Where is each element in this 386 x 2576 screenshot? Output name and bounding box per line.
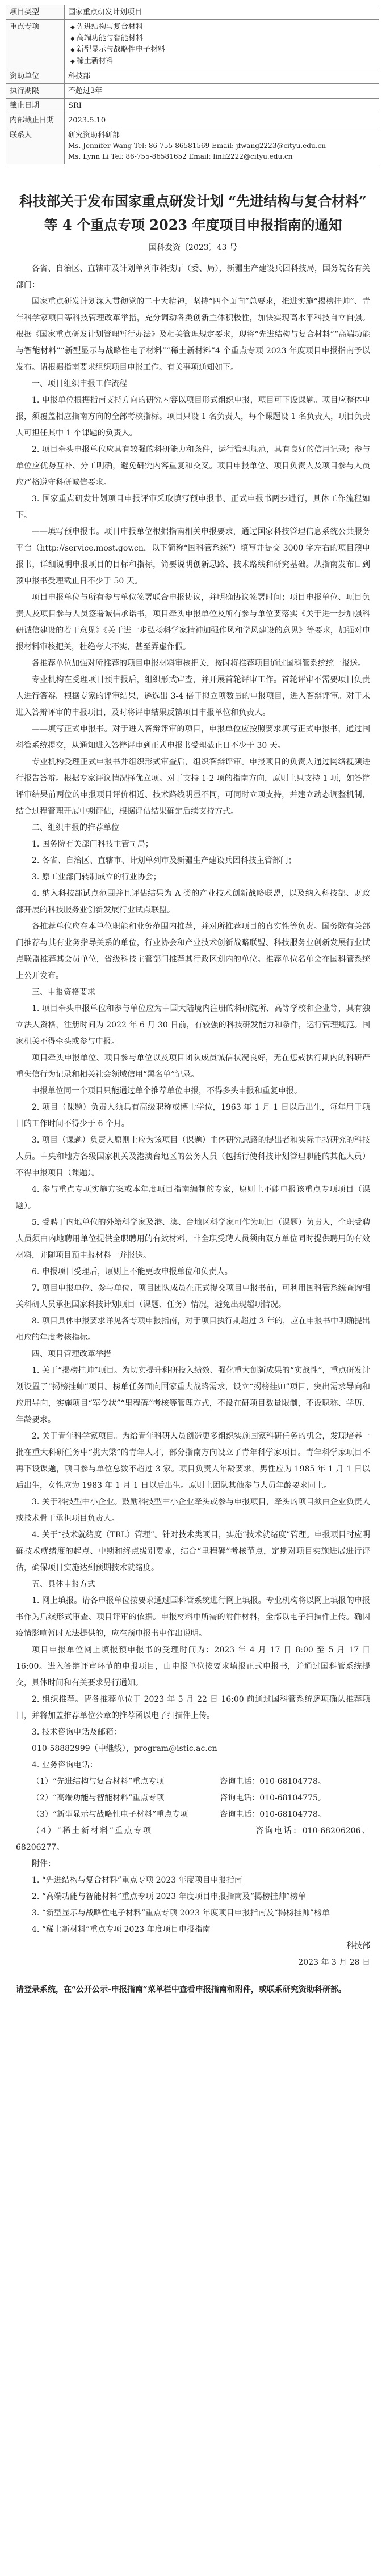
paragraph: 4. 参与重点专项实施方案或本年度项目指南编制的专家，原则上不能申报该重点专项项目（课题）。 — [16, 1185, 370, 1211]
paragraph: 1. “先进结构与复合材料”重点专项 2023 年度项目申报指南 — [32, 1876, 242, 1885]
paragraph: 3. 技术咨询电话及邮箱： — [32, 1728, 121, 1737]
info-key: 截止日期 — [6, 99, 65, 113]
program-item: ◆ 稀土新材料 — [68, 56, 375, 67]
program-item: ◆ 新型显示与战略性电子材料 — [68, 44, 375, 56]
info-key: 重点专项 — [6, 20, 65, 69]
paragraph: 1. 网上填报。请各申报单位按要求通过国科管系统进行网上填报。专业机构将以网上填报的申报书作为后续形式审查、项目评审的依据。申报材料中所需的附件材料，全部以电子扫描件上传。确因疫情影响暂时无法提供的，应在预申报书中作出说明。 — [16, 1596, 370, 1638]
info-key: 项目类型 — [6, 5, 65, 20]
paragraph: 项目申报单位网上填报预申报书的受理时间为：2023 年 4 月 17 日 8:00 至 5 月 17 日 16:00。进入答辩评审环节的申报项目，由申报单位按要求填报正式申报书，并通过国科管系统提交，具体时间和有关要求另行通知。 — [16, 1646, 370, 1687]
info-value — [65, 84, 379, 99]
paragraph: 专业机构在受理项目预申报后，组织形式审查，并开展首轮评审工作。首轮评审不需要项目负责人进行答辩。根据专家的评审结果，遴选出 3-4 倍于拟立项数量的申报项目，进入答辩评审。对于未进入答辩评审的申报项目，及时将评审结果反馈项目申报单位和负责人。 — [16, 675, 370, 717]
section-heading: 四、项目管理改革举措 — [32, 1350, 111, 1359]
info-text: 研究资助科研部 — [68, 131, 120, 139]
info-value — [65, 99, 379, 113]
info-row — [6, 84, 379, 99]
footnote: 请登录系统，在“公开公示-申报指南”菜单栏中查看申报指南和附件，或联系研究资助科研部。 — [16, 1985, 346, 1994]
info-text: 国家重点研发计划项目 — [68, 8, 142, 16]
paragraph: 申报单位同一个项目只能通过单个推荐单位申报，不得多头申报和重复申报。 — [32, 1086, 302, 1095]
paragraph: 4. “稀土新材料”重点专项 2023 年度项目申报指南 — [32, 1925, 211, 1934]
issuing-organization: 科技部 — [346, 1941, 370, 1951]
paragraph: 专业机构受理正式申报书并组织形式审查后，组织答辩评审。申报项目的负责人通过网络视频进行报告答辩。根据专家评议情况择优立项。对于支持 1-2 项的指南方向，原则上只支持 1 项，如答辩评审结果前两位的申报项目评价相近、技术路线明显不同，可同时立项支持，并建立动态调整机制，结合过程管理开展中期评估，根据评估结果确定后续支持方式。 — [16, 758, 370, 816]
paragraph: 2. “高端功能与智能材料”重点专项 2023 年度项目申报指南及“揭榜挂帅”榜单 — [32, 1892, 306, 1901]
paragraph: 1. 国务院有关部门科技主管司局； — [32, 840, 153, 849]
info-key: 资助单位 — [6, 69, 65, 84]
paragraph: 1. 关于“揭榜挂帅”项目。为切实提升科研投入绩效、强化重大创新成果的“实战性”，重点研发计划设置了“揭榜挂帅”项目。榜单任务面向国家重大战略需求，设立“揭榜挂帅”项目，突出需求导向和应用导向，实施项目“军令状”“里程碑”考核等管理方式，不设在研项目数量限制，不设职称、学历、年龄要求。 — [16, 1366, 370, 1424]
paragraph: 8. 项目具体申报要求详见各专项申报指南，对于项目执行期超过 3 年的，应在申报书中明确提出相应的年度考核指标。 — [16, 1317, 370, 1342]
paragraph: ——填写正式申报书。对于进入答辩评审的项目，申报单位应按照要求填写正式申报书，通过国科管系统提交，从通知进入答辩评审到正式申报书受理截止日不少于 30 天。 — [16, 725, 370, 750]
document-page — [0, 5, 386, 2576]
info-row — [6, 113, 379, 128]
paragraph: 3. 原工业部门转制成立的行业协会； — [32, 873, 161, 882]
info-key: 内部截止日期 — [6, 113, 65, 128]
paragraph: 2. 各省、自治区、直辖市、计划单列市及新疆生产建设兵团科技主管部门； — [32, 856, 296, 865]
document-number: 国科发资〔2023〕43 号 — [149, 243, 237, 252]
paragraph: 2. 项目（课题）负责人须具有高级职称或博士学位，1963 年 1 月 1 日以后出生，每年用于项目的工作时间不得少于 6 个月。 — [16, 1103, 370, 1128]
info-value — [65, 69, 379, 84]
paragraph: 6. 申报项目受理后，原则上不能更改申报单位和负责人。 — [32, 1267, 233, 1276]
info-row — [6, 99, 379, 113]
paragraph: （4）“稀土新材料”重点专项 咨询电话：010-68206206、68206277。 — [16, 1826, 370, 1852]
info-key: 联系人 — [6, 128, 65, 164]
paragraph: 国家重点研发计划深入贯彻党的二十大精神，坚持“四个面向”总要求，推进实施“揭榜挂帅”、青年科学家项目等科技管理改革举措，充分调动各类创新主体积极性，加快实现高水平科技自立自强。根据《国家重点研发计划管理暂行办法》及相关管理规定要求，现将“先进结构与复合材料”“高端功能与智能材料”“新型显示与战略性电子材料”“稀土新材料”4 个重点专项 2023 年度项目申报指南予以发布。请根据指南要求组织项目申报工作。有关事项通知如下。 — [16, 297, 370, 372]
info-row — [6, 69, 379, 84]
info-value — [65, 5, 379, 20]
info-text: SRI — [68, 101, 82, 110]
paragraph: 7. 项目申报单位、参与单位、项目团队成员在正式提交项目申报书前，可利用国科管系统查询相关科研人员承担国家科技计划项目（课题、任务）情况，避免出现超项情况。 — [16, 1284, 370, 1309]
info-text: 不超过3年 — [68, 87, 103, 95]
info-text: 科技部 — [68, 72, 91, 81]
project-info-table — [6, 5, 379, 164]
paragraph: 4. 业务咨询电话： — [32, 1761, 98, 1770]
info-text: 2023.5.10 — [68, 116, 106, 125]
paragraph: （3）“新型显示与战略性电子材料”重点专项 咨询电话：010-68104778。 — [32, 1810, 326, 1819]
contact-line: Ms. Jennifer Wang Tel: 86-755-86581569 Email: jfwang2223@cityu.edu.cn — [68, 142, 326, 150]
paragraph: （2）“高端功能与智能材料”重点专项 咨询电话：010-68104775。 — [32, 1794, 326, 1803]
paragraph: 3. 关于科技型中小企业。鼓励科技型中小企业牵头或参与申报项目，牵头的项目须由企业负责人或技术骨干承担项目负责人。 — [16, 1498, 370, 1523]
paragraph: 3. “新型显示与战略性电子材料”重点专项 2023 年度项目申报指南及“揭榜挂帅”榜单 — [32, 1909, 330, 1918]
info-value — [65, 113, 379, 128]
paragraph: 3. 项目（课题）负责人原则上应为该项目（课题）主体研究思路的提出者和实际主持研究的科技人员。中央和地方各级国家机关及港澳台地区的公务人员（包括行使科技计划管理职能的其他人员）不得申报项目（课题）。 — [16, 1136, 370, 1178]
paragraph: 2. 项目牵头申报单位应具有较强的科研能力和条件，运行管理规范，具有良好的信用记录；参与单位应优势互补、分工明确，避免研究内容重复和交叉。项目申报单位、项目负责人及项目参与人员应严格遵守科研诚信要求。 — [16, 445, 370, 487]
paragraph: 附件： — [32, 1859, 56, 1868]
issue-date: 2023 年 3 月 28 日 — [298, 1958, 370, 1967]
notice-title: 科技部关于发布国家重点研发计划 “先进结构与复合材料” 等 4 个重点专项 2023 年度项目申报指南的通知 — [19, 193, 367, 233]
section-heading: 五、具体申报方式 — [32, 1580, 95, 1589]
paragraph: 各推荐单位加强对所推荐的项目申报材料审核把关，按时将推荐项目通过国科管系统统一报送。 — [32, 659, 366, 668]
program-item: ◆ 先进结构与复合材料 — [68, 22, 375, 33]
paragraph: 010-58882999（中继线），program@istic.ac.cn — [32, 1744, 217, 1753]
paragraph: 各省、自治区、直辖市及计划单列市科技厅（委、局），新疆生产建设兵团科技局，国务院各有关部门： — [16, 264, 370, 290]
info-row — [6, 20, 379, 69]
paragraph: ——填写预申报书。项目申报单位根据指南相关申报要求，通过国家科技管理信息系统公共服务平台（http://service.most.gov.cn，以下简称“国科管系统”）填写并提交 3000 字左右的项目预申报书，详细说明申报项目的目标和指标，简要说明创新思路、技术路线和研究基础。从指南发布日到预申报书受理截止日不少于 50 天。 — [16, 527, 370, 586]
paragraph: 4. 关于“技术就绪度（TRL）管理”。针对技术类项目，实施“技术就绪度”管理。申报项目时应明确技术就绪度的起点、中期和终点级别要求，结合“里程碑”考核节点，定期对项目实施进展进行评估，确保项目实施达到预期技术就绪度。 — [16, 1530, 370, 1572]
info-row — [6, 5, 379, 20]
paragraph: 项目申报单位与所有参与单位签署联合申报协议，并明确协议签署时间；项目申报单位、项目负责人及项目参与人员签署诚信承诺书，项目牵头申报单位及所有参与单位要落实《关于进一步加强科研诚信建设的若干意见》《关于进一步弘扬科学家精神加强作风和学风建设的意见》等要求，加强对申报材料审核把关，杜绝夸大不实，甚至弄虚作假。 — [16, 593, 370, 652]
paragraph: 5. 受聘于内地单位的外籍科学家及港、澳、台地区科学家可作为项目（课题）负责人，全职受聘人员须由内地聘用单位提供全职聘用的有效材料，非全职受聘人员须由双方单位同时提供聘用的有效材料，并随项目预申报材料一并报送。 — [16, 1218, 370, 1260]
paragraph: 项目牵头申报单位、项目参与单位以及项目团队成员诚信状况良好，无在惩戒执行期内的科研严重失信行为记录和相关社会领域信用“黑名单”记录。 — [16, 1054, 370, 1079]
paragraph: 1. 申报单位根据指南支持方向的研究内容以项目形式组织申报，项目可下设课题。项目应整体申报，须覆盖相应指南方向的全部考核指标。项目只设 1 名负责人，每个课题设 1 名负责人，项目负责人可担任其中 1 个课题的负责人。 — [16, 396, 370, 438]
section-heading: 三、申报资格要求 — [32, 988, 95, 997]
info-key: 执行期限 — [6, 84, 65, 99]
paragraph: 4. 纳入科技部试点范围并且评估结果为 A 类的产业技术创新战略联盟，以及纳入科技部、财政部开展的科技服务业创新发展行业试点联盟。 — [16, 889, 370, 915]
section-heading: 一、项目组织申报工作流程 — [32, 379, 127, 388]
paragraph: （1）“先进结构与复合材料”重点专项 咨询电话：010-68104778。 — [32, 1777, 326, 1786]
notice-body — [0, 261, 386, 1938]
paragraph: 2. 关于青年科学家项目。为给青年科研人员创造更多组织实施国家科研任务的机会，发现培养一批在重大科研任务中“挑大梁”的青年人才，部分指南方向设立了青年科学家项目。青年科学家项目不再下设课题，项目参与单位总数不超过 3 家。项目负责人年龄要求，男性应为 1985 年 1 月 1 日以后出生，女性应为 1983 年 1 月 1 日以后出生。原则上团队其他参与人员年龄要求同上。 — [16, 1432, 370, 1490]
contact-line: Ms. Lynn Li Tel: 86-755-86581652 Email: linli2222@cityu.edu.cn — [68, 153, 293, 160]
paragraph: 各推荐单位应在本单位职能和业务范围内推荐，并对所推荐项目的真实性等负责。国务院有关部门推荐与其有业务指导关系的单位，行业协会和产业技术创新战略联盟、科技服务业创新发展行业试点联盟推荐其会员单位，省级科技主管部门推荐其行政区划内的单位。推荐单位名单会在国科管系统上公开发布。 — [16, 922, 370, 980]
paragraph: 1. 项目牵头申报单位和参与单位应为中国大陆境内注册的科研院所、高等学校和企业等，具有独立法人资格，注册时间为 2022 年 6 月 30 日前，有较强的科技研发能力和条件，运行管理规范。国家机关不得牵头或参与申报。 — [16, 1004, 370, 1046]
info-value — [65, 20, 379, 69]
signature-block — [0, 1938, 386, 1971]
section-heading: 二、组织申报的推荐单位 — [32, 823, 119, 832]
info-value — [65, 128, 379, 164]
info-row — [6, 128, 379, 164]
paragraph: 2. 组织推荐。请各推荐单位于 2023 年 5 月 22 日 16:00 前通过国科管系统逐项确认推荐项目，并将加盖推荐单位公章的推荐函以电子扫描件上传。 — [16, 1695, 370, 1720]
program-item: ◆ 高端功能与智能材料 — [68, 33, 375, 44]
paragraph: 3. 国家重点研发计划项目申报评审采取填写预申报书、正式申报书两步进行，具体工作流程如下。 — [16, 494, 370, 520]
